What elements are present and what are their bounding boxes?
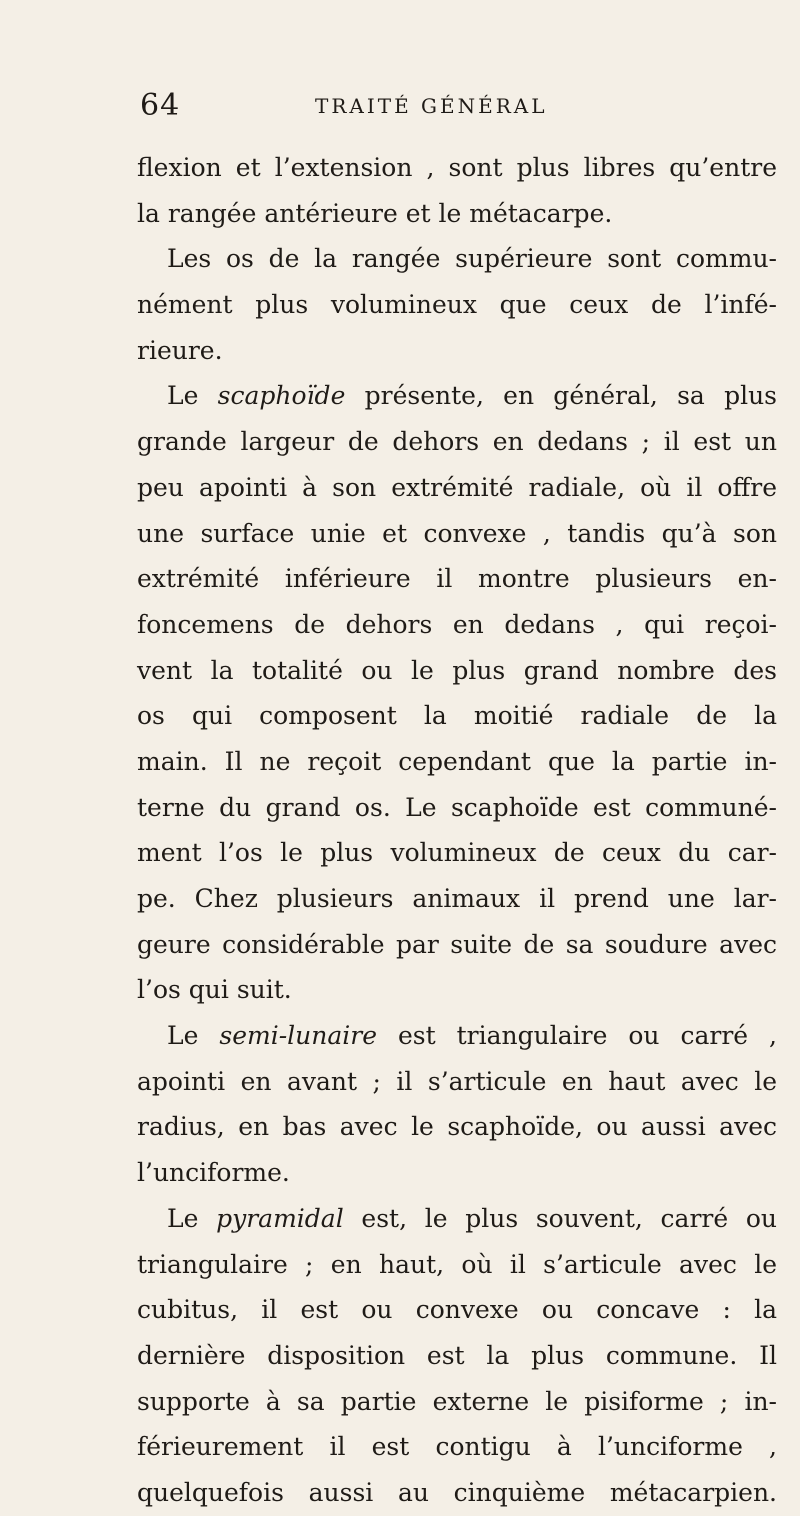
- text-line: grande largeur de dehors en dedans ; il est un: [137, 427, 777, 457]
- page-header: [140, 88, 740, 128]
- line-part: Le: [167, 1021, 220, 1051]
- text-line: terne du grand os. Le scaphoïde est communé-: [137, 792, 777, 822]
- text-line: Les os de la rangée supérieure sont commu-: [167, 244, 777, 274]
- text-line: triangulaire ; en haut, où il s’articule avec le: [137, 1249, 777, 1279]
- text-line: os qui composent la moitié radiale de la: [137, 701, 777, 731]
- text-line: extrémité inférieure il montre plusieurs en-: [137, 564, 777, 594]
- text-line: quelquefois aussi au cinquième métacarpien.: [137, 1477, 777, 1507]
- term-semi-lunaire: semi-lunaire: [219, 1021, 377, 1051]
- text-line: geure considérable par suite de sa soudure avec: [137, 929, 777, 959]
- text-line: radius, en bas avec le scaphoïde, ou aussi avec: [137, 1112, 777, 1142]
- term-pyramidal: pyramidal: [216, 1203, 344, 1233]
- text-line: cubitus, il est ou convexe ou concave : la: [137, 1295, 777, 1325]
- line-part: Le: [167, 1203, 217, 1233]
- text-line: main. Il ne reçoit cependant que la partie in-: [137, 746, 777, 776]
- text-line: [137, 1013, 777, 1059]
- text-line: peu apointi à son extrémité radiale, où il offre: [137, 472, 777, 502]
- text-line: la rangée antérieure et le métacarpe.: [137, 198, 613, 228]
- text-line: une surface unie et convexe , tandis qu’à son: [137, 518, 777, 548]
- text-line: férieurement il est contigu à l’unciforme ,: [137, 1432, 777, 1462]
- text-line: rieure.: [137, 335, 223, 365]
- line-part: présente, en général, sa plus: [345, 381, 777, 411]
- text-line: pe. Chez plusieurs animaux il prend une lar-: [137, 884, 777, 913]
- text-line: nément plus volumineux que ceux de l’infé-: [137, 290, 777, 320]
- text-line: ment l’os le plus volumineux de ceux du car-: [137, 838, 777, 868]
- text-line: l’os qui suit.: [137, 975, 292, 1005]
- text-line: flexion et l’extension , sont plus libres qu’entre: [137, 153, 777, 182]
- text-line: [137, 373, 777, 419]
- text-line: l’unciforme.: [137, 1158, 290, 1188]
- line-part: est triangulaire ou carré ,: [377, 1021, 777, 1051]
- text-line: dernière disposition est la plus commune. Il: [137, 1340, 777, 1370]
- line-part: est, le plus souvent, carré ou: [343, 1203, 777, 1233]
- text-line: vent la totalité ou le plus grand nombre des: [137, 655, 777, 685]
- text-line: supporte à sa partie externe le pisiforme ; in-: [137, 1386, 777, 1416]
- text-line: [137, 1196, 777, 1242]
- line-part: Le: [167, 381, 218, 411]
- text-line: foncemens de dehors en dedans , qui reçoi-: [137, 609, 777, 639]
- page-number: 64: [140, 88, 181, 123]
- term-scaphoide: scaphoïde: [217, 381, 346, 411]
- body-text: [137, 145, 777, 1516]
- text-line: apointi en avant ; il s’articule en haut avec le: [137, 1066, 777, 1096]
- running-title: TRAITÉ GÉNÉRAL: [315, 94, 548, 118]
